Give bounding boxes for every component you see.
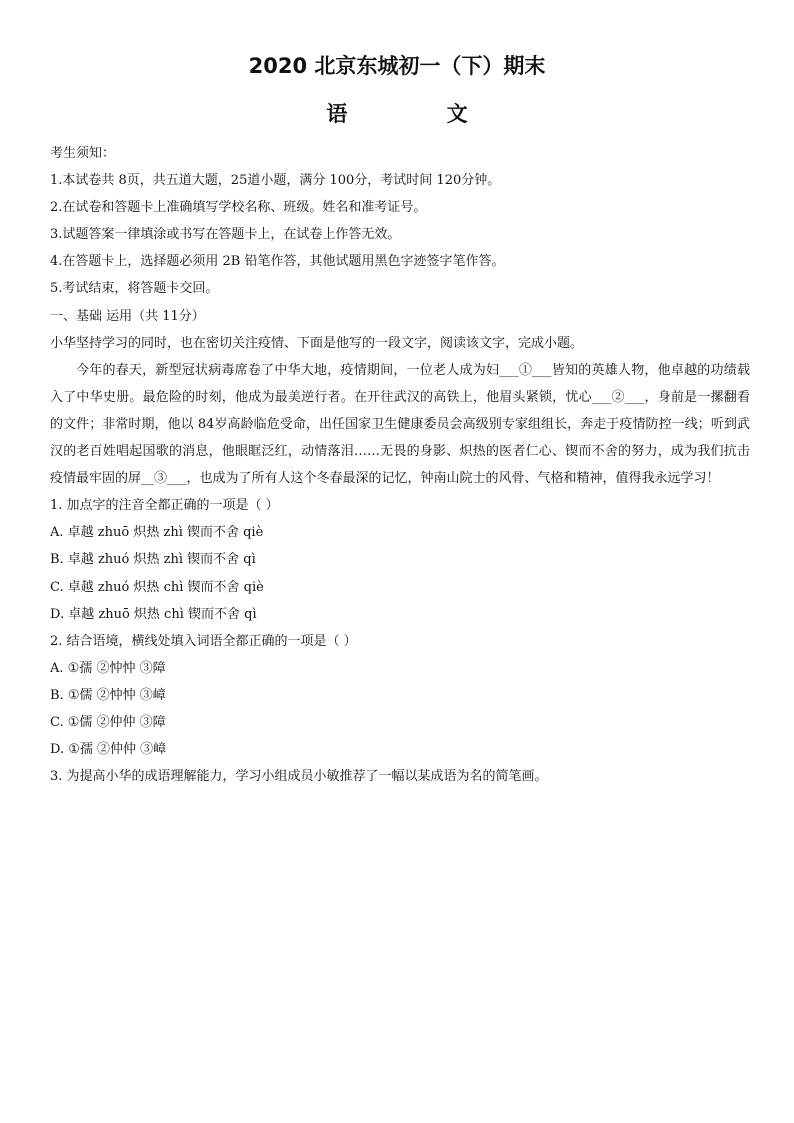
answer-option: D. 卓越 zhuō 炽热 chì 锲而不舍 qì: [50, 606, 257, 622]
question-stem: 2. 结合语境，横线处填入词语全都正确的一项是（ ）: [50, 633, 357, 649]
notice-heading: 考生须知：: [50, 146, 116, 161]
answer-option: A. 卓越 zhuō 炽热 zhì 锲而不舍 qiè: [50, 525, 264, 541]
question-stem: 3. 为提高小华的成语理解能力，学习小组成员小敏推荐了一幅以某成语为名的简笔画。: [50, 769, 548, 785]
answer-option: C. ①儒 ②仲仲 ③障: [50, 714, 166, 730]
notice-item: 2.在试卷和答题卡上准确填写学校名称、班级。姓名和准考证号。: [50, 200, 427, 216]
question-stem: 1. 加点字的注音全都正确的一项是（ ）: [50, 498, 279, 514]
reading-passage: 今年的春天，新型冠状病毒席卷了中华大地，疫情期间，一位老人成为妇___①___皆知的英雄人物，他卓越的功绩载入了中华史册。最危险的时刻，他成为最美逆行者。在开往武汉的高铁上，他眉头紧锁，忧心___②___，身前是一摞翻看的文件；非常时期，他以 84岁高龄临危受命，出任国家卫生健康委员会高级别专家组组长，奔走于疫情防控一线；听到武汉的老百姓唱起国歌的消息，他眼眶泛红，动情落泪……无畏的身影、炽热的医者仁心、锲而不舍的努力，成为我们抗击疫情最牢固的屏__③___，也成为了所有人这个冬春最深的记忆，钟南山院士的风骨、气格和精神，值得我永远学习！: [50, 362, 750, 487]
answer-option: D. ①孺 ②仲仲 ③嶂: [50, 742, 167, 758]
notice-item: 3.试题答案一律填涂或书写在答题卡上，在试卷上作答无效。: [50, 227, 401, 243]
page-title: 2020 北京东城初一（下）期末: [248, 54, 546, 78]
answer-option: B. 卓越 zhuó 炽热 zhì 锲而不舍 qì: [50, 552, 256, 568]
notice-item: 1.本试卷共 8页，共五道大题，25道小题，满分 100分，考试时间 120分钟。: [50, 173, 501, 189]
exam-content: [50, 140, 750, 790]
notice-item: 4.在答题卡上，选择题必须用 2B 铅笔作答，其他试题用黑色字迹签字笔作答。: [50, 254, 505, 270]
answer-option: C. 卓越 zhuó 炽热 chì 锲而不舍 qiè: [50, 579, 264, 595]
section-intro: 小华坚持学习的同时，也在密切关注疫情、下面是他写的一段文字，阅读该文字，完成小题。: [50, 335, 584, 351]
answer-option: B. ①儒 ②忡忡 ③嶂: [50, 687, 166, 703]
answer-option: A. ①孺 ②忡忡 ③障: [50, 660, 166, 676]
notice-item: 5.考试结束，将答题卡交回。: [50, 281, 219, 297]
subject-heading: 语 文: [326, 102, 514, 126]
section-heading: 一、基础 运用（共 11分）: [50, 308, 205, 324]
